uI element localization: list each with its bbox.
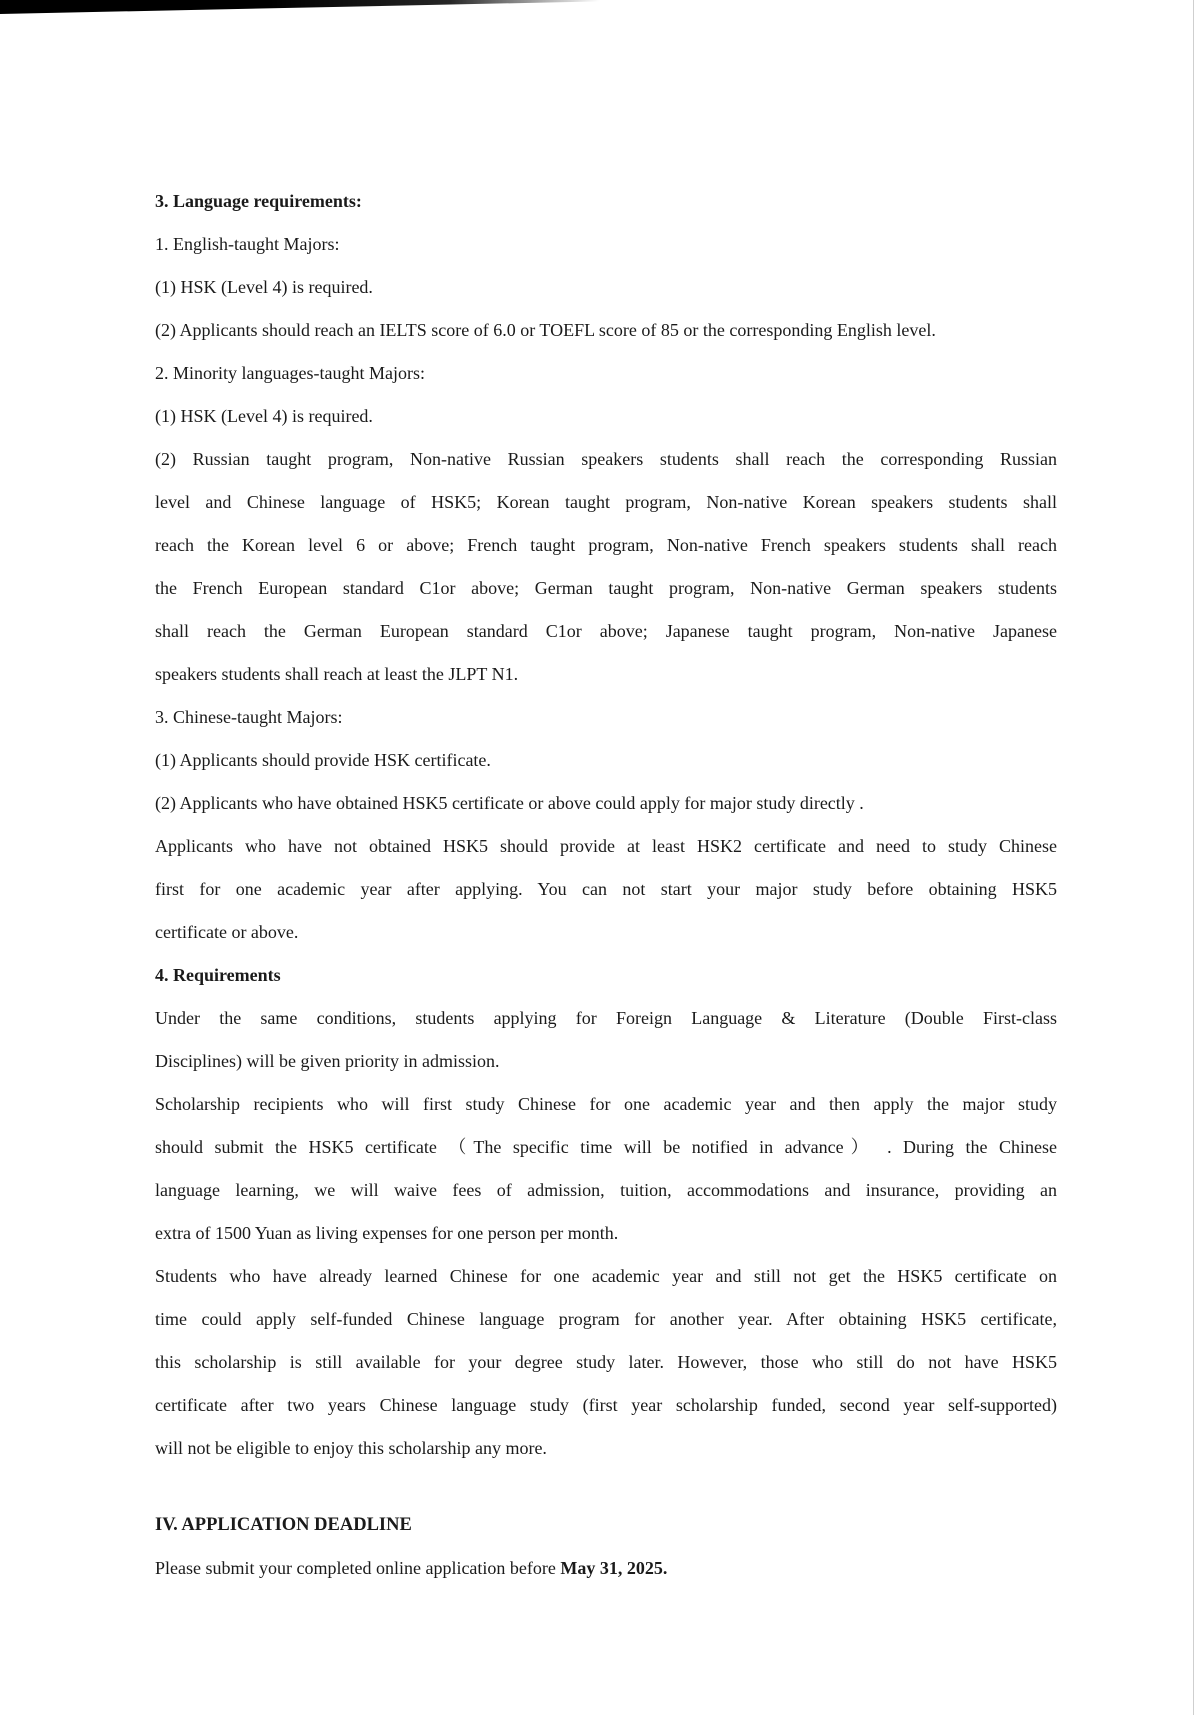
- requirements-para3-line: certificate after two years Chinese language study (first year scholarship funded, second year self-supported): [155, 1395, 1057, 1415]
- english-taught-title: 1. English-taught Majors:: [155, 234, 340, 254]
- minority-item-2-line: level and Chinese language of HSK5; Korean taught program, Non-native Korean speakers students shall: [155, 492, 1057, 512]
- english-item-1: (1) HSK (Level 4) is required.: [155, 277, 373, 297]
- deadline-date: May 31, 2025.: [560, 1558, 668, 1578]
- requirements-para2-line: Scholarship recipients who will first study Chinese for one academic year and then apply the major study: [155, 1094, 1057, 1114]
- document-page: [155, 186, 1057, 1596]
- chinese-note-line: first for one academic year after applying. You can not start your major study before obtaining HSK5: [155, 879, 1057, 899]
- section-heading-deadline: IV. APPLICATION DEADLINE: [155, 1515, 412, 1535]
- chinese-item-1: (1) Applicants should provide HSK certificate.: [155, 750, 491, 770]
- requirements-para2-line: extra of 1500 Yuan as living expenses for one person per month.: [155, 1223, 619, 1243]
- requirements-para1-line: Disciplines) will be given priority in admission.: [155, 1051, 500, 1071]
- english-item-2: (2) Applicants should reach an IELTS score of 6.0 or TOEFL score of 85 or the corresponding English level.: [155, 320, 936, 340]
- chinese-taught-title: 3. Chinese-taught Majors:: [155, 707, 343, 727]
- deadline-sentence: Please submit your completed online application before: [155, 1558, 561, 1578]
- scan-edge-line: [1193, 0, 1194, 1715]
- requirements-para2-line: language learning, we will waive fees of admission, tuition, accommodations and insurance, providing an: [155, 1180, 1057, 1200]
- minority-item-2-line: speakers students shall reach at least the JLPT N1.: [155, 664, 519, 684]
- minority-taught-title: 2. Minority languages-taught Majors:: [155, 363, 425, 383]
- requirements-para3-line: Students who have already learned Chinese for one academic year and still not get the HSK5 certificate on: [155, 1266, 1057, 1286]
- scan-edge-artifact: [0, 0, 600, 14]
- requirements-para3-line: will not be eligible to enjoy this scholarship any more.: [155, 1438, 547, 1458]
- requirements-para1-line: Under the same conditions, students applying for Foreign Language & Literature (Double First-class: [155, 1008, 1057, 1028]
- minority-item-2-line: (2) Russian taught program, Non-native Russian speakers students shall reach the corresponding Russian: [155, 449, 1057, 469]
- requirements-para2-line: should submit the HSK5 certificate （The specific time will be notified in advance） . During the Chinese: [155, 1137, 1057, 1157]
- spacer: [155, 1476, 1057, 1510]
- requirements-para3-line: time could apply self-funded Chinese language program for another year. After obtaining HSK5 certificate,: [155, 1309, 1057, 1329]
- chinese-note-line: Applicants who have not obtained HSK5 should provide at least HSK2 certificate and need to study Chinese: [155, 836, 1057, 856]
- minority-item-2-line: reach the Korean level 6 or above; French taught program, Non-native French speakers students shall reach: [155, 535, 1057, 555]
- deadline-text: [155, 1553, 1057, 1596]
- section-heading-requirements: 4. Requirements: [155, 965, 281, 985]
- chinese-note-line: certificate or above.: [155, 922, 299, 942]
- chinese-item-2: (2) Applicants who have obtained HSK5 certificate or above could apply for major study directly .: [155, 793, 864, 813]
- minority-item-2-line: the French European standard C1or above; German taught program, Non-native German speakers students: [155, 578, 1057, 598]
- minority-item-1: (1) HSK (Level 4) is required.: [155, 406, 373, 426]
- minority-item-2-line: shall reach the German European standard C1or above; Japanese taught program, Non-native Japanese: [155, 621, 1057, 641]
- section-heading-language: 3. Language requirements:: [155, 191, 362, 211]
- requirements-para3-line: this scholarship is still available for your degree study later. However, those who still do not have HSK5: [155, 1352, 1057, 1372]
